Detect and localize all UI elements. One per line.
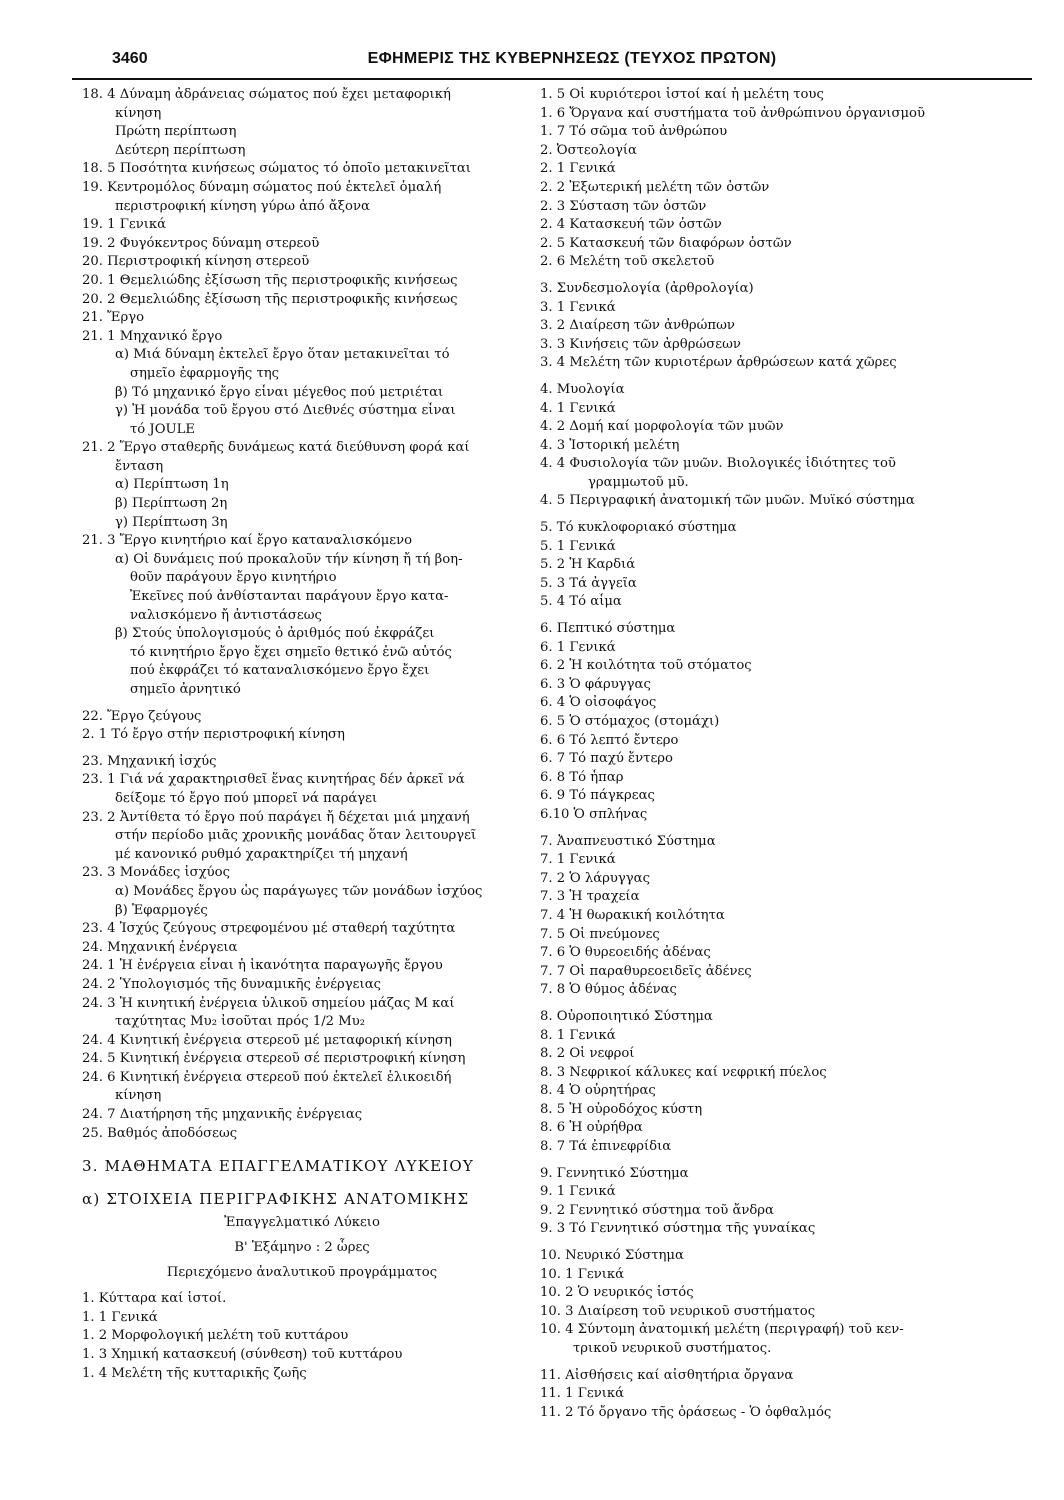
text-line: 4. 3 Ἱστορική μελέτη bbox=[540, 437, 680, 453]
text-line: 7. 2 Ὁ λάρυγγας bbox=[540, 870, 650, 886]
text-line: 8. 1 Γενικά bbox=[540, 1027, 616, 1043]
text-line: 10. Νευρικό Σύστημα bbox=[540, 1248, 684, 1264]
text-line: 19. 1 Γενικά bbox=[82, 217, 167, 233]
text-line: 23. Μηχανική ἰσχύς bbox=[82, 753, 217, 769]
section-subheading: α) ΣΤΟΙΧΕΙΑ ΠΕΡΙΓΡΑΦΙΚΗΣ ΑΝΑΤΟΜΙΚΗΣ bbox=[82, 1189, 470, 1208]
text-line: 24. 2 Ὑπολογισμός τῆς δυναμικῆς ἐνέργειας bbox=[82, 976, 381, 992]
text-line: 9. 1 Γενικά bbox=[540, 1184, 616, 1200]
text-line: στήν περίοδο μιᾶς χρονικῆς μονάδας ὅταν λειτουργεῖ bbox=[115, 828, 477, 844]
text-line: 18. 4 Δύναμη ἀδράνειας σώματος πού ἔχει μεταφορική bbox=[82, 87, 451, 102]
text-line: 7. 3 Ἡ τραχεία bbox=[540, 889, 640, 905]
text-line: 5. 2 Ἡ Καρδιά bbox=[540, 557, 636, 573]
text-line: 7. Ἀναπνευστικό Σύστημα bbox=[540, 833, 716, 849]
text-line: Ἐκεῖνες πού ἀνθίστανται παράγουν ἔργο κατα- bbox=[130, 589, 449, 605]
text-line: 21. 2 Ἔργο σταθερῆς δυνάμεως κατά διεύθυνση φορά καί bbox=[82, 440, 470, 456]
text-line: 6. 7 Τό παχύ ἔντερο bbox=[540, 751, 673, 767]
text-line: 4. 4 Φυσιολογία τῶν μυῶν. Βιολογικές ἰδιότητες τοῦ bbox=[540, 456, 896, 472]
school-type: Ἐπαγγελματικό Λύκειο bbox=[224, 1215, 380, 1231]
text-line: τό JOULE bbox=[130, 421, 196, 437]
text-line: 21. 1 Μηχανικό ἔργο bbox=[82, 328, 223, 344]
text-line: 25. Βαθμός ἀποδόσεως bbox=[82, 1125, 238, 1141]
text-line: γ) Ἡ μονάδα τοῦ ἔργου στό Διεθνές σύστημα εἶναι bbox=[115, 403, 456, 419]
text-line: 11. Αἰσθήσεις καί αἰσθητήρια ὄργανα bbox=[540, 1367, 794, 1383]
text-line: 9. 2 Γεννητικό σύστημα τοῦ ἄνδρα bbox=[540, 1202, 774, 1218]
text-line: σημεῖο ἐφαρμογῆς της bbox=[130, 365, 280, 381]
text-line: 23. 3 Μονάδες ἰσχύος bbox=[82, 865, 230, 881]
text-line: γραμμωτοῦ μῦ. bbox=[588, 474, 689, 490]
semester-hours: Β' Ἑξάμηνο : 2 ὧρες bbox=[234, 1240, 370, 1256]
text-line: 2. 4 Κατασκευή τῶν ὀστῶν bbox=[540, 217, 722, 233]
text-line: 9. Γεννητικό Σύστημα bbox=[540, 1165, 689, 1181]
text-line: 19. 2 Φυγόκεντρος δύναμη στερεοῦ bbox=[82, 235, 320, 251]
text-line: 6. 4 Ὁ οἰσοφάγος bbox=[540, 695, 657, 711]
text-line: 8. 6 Ἡ οὐρήθρα bbox=[540, 1120, 643, 1136]
text-line: ἔνταση bbox=[115, 458, 164, 474]
text-line: 2. 1 Γενικά bbox=[540, 161, 616, 177]
text-line: 24. 7 Διατήρηση τῆς μηχανικῆς ἐνέργειας bbox=[82, 1107, 363, 1123]
text-line: 1. 5 Οἱ κυριότεροι ἱστοί καί ἡ μελέτη τους bbox=[540, 87, 824, 102]
text-line: 10. 1 Γενικά bbox=[540, 1266, 625, 1282]
text-line: 3. 4 Μελέτη τῶν κυριοτέρων ἀρθρώσεων κατά χῶρες bbox=[540, 355, 897, 371]
text-line: κίνηση bbox=[115, 1088, 162, 1104]
text-line: 10. 3 Διαίρεση τοῦ νευρικοῦ συστήματος bbox=[540, 1303, 816, 1319]
text-line: 1. Κύτταρα καί ἱστοί. bbox=[82, 1291, 227, 1307]
text-line: 23. 2 Ἀντίθετα τό ἔργο πού παράγει ἤ δέχεται μιά μηχανή bbox=[82, 809, 470, 825]
text-line: 6. 9 Τό πάγκρεας bbox=[540, 788, 655, 804]
text-line: δείξομε τό ἔργο πού μπορεῖ νά παράγει bbox=[115, 790, 378, 806]
text-line: 24. Μηχανική ἐνέργεια bbox=[82, 939, 238, 955]
text-line: 7. 6 Ὁ θυρεοειδής ἀδένας bbox=[540, 945, 711, 961]
text-line: 11. 1 Γενικά bbox=[540, 1386, 625, 1402]
text-line: θοῦν παράγουν ἔργο κινητήριο bbox=[130, 570, 337, 586]
text-line: β) Ἐφαρμογές bbox=[115, 902, 208, 918]
text-line: Δεύτερη περίπτωση bbox=[115, 142, 246, 158]
text-line: 7. 8 Ὁ θύμος ἀδένας bbox=[540, 982, 677, 998]
text-line: 4. Μυολογία bbox=[540, 381, 625, 397]
text-line: 3. 3 Κινήσεις τῶν ἀρθρώσεων bbox=[540, 336, 741, 352]
page-number: 3460 bbox=[112, 50, 148, 67]
text-line: 6. 2 Ἡ κοιλότητα τοῦ στόματος bbox=[540, 658, 752, 674]
text-line: 11. 2 Τό ὄργανο τῆς ὁράσεως - Ὁ ὀφθαλμός bbox=[540, 1404, 832, 1420]
text-line: 2. 3 Σύσταση τῶν ὀστῶν bbox=[540, 198, 707, 214]
text-line: 5. 4 Τό αἷμα bbox=[540, 594, 622, 610]
text-line: 1. 3 Χημική κατασκευή (σύνθεση) τοῦ κυττάρου bbox=[82, 1347, 403, 1362]
text-line: 10. 4 Σύντομη ἀνατομική μελέτη (περιγραφή) τοῦ κεν- bbox=[540, 1322, 904, 1338]
page-header bbox=[72, 50, 1012, 76]
text-line: 20. Περιστροφική κίνηση στερεοῦ bbox=[82, 254, 310, 270]
text-line: κίνηση bbox=[115, 105, 162, 121]
text-line: β) Στούς ὑπολογισμούς ὁ ἀριθμός πού ἐκφράζει bbox=[115, 626, 435, 642]
header-rule bbox=[72, 78, 1032, 80]
text-line: ταχύτητας Μυ₂ ἰσοῦται πρός 1/2 Μυ₂ bbox=[115, 1014, 366, 1030]
text-line: Πρώτη περίπτωση bbox=[115, 124, 237, 140]
text-line: 6. 1 Γενικά bbox=[540, 639, 616, 655]
text-line: 18. 5 Ποσότητα κινήσεως σώματος τό ὁποῖο μετακινεῖται bbox=[82, 161, 471, 177]
text-line: 8. 7 Τά ἐπινεφρίδια bbox=[540, 1139, 672, 1155]
text-line: 4. 1 Γενικά bbox=[540, 400, 616, 416]
text-line: β) Τό μηχανικό ἔργο εἶναι μέγεθος πού μετριέται bbox=[115, 384, 444, 400]
text-line: 3. Συνδεσμολογία (ἀρθρολογία) bbox=[540, 280, 754, 296]
text-line: τό κινητήριο ἔργο ἔχει σημεῖο θετικό ἐνῶ αὐτός bbox=[130, 644, 452, 660]
text-line: 24. 4 Κινητική ἐνέργεια στερεοῦ μέ μεταφορική κίνηση bbox=[82, 1032, 452, 1048]
text-line: 6. 8 Τό ἧπαρ bbox=[540, 769, 624, 785]
text-line: 6. 3 Ὁ φάρυγγας bbox=[540, 676, 651, 692]
text-line: ναλισκόμενο ἤ ἀντιστάσεως bbox=[130, 607, 322, 623]
text-line: 6. 5 Ὁ στόμαχος (στομάχι) bbox=[540, 714, 720, 729]
text-line: 24. 3 Ἡ κινητική ἐνέργεια ὑλικοῦ σημείου μάζας Μ καί bbox=[82, 995, 455, 1011]
program-contents-title: Περιεχόμενο ἀναλυτικοῦ προγράμματος bbox=[166, 1264, 438, 1280]
text-line: 8. 2 Οἱ νεφροί bbox=[540, 1046, 635, 1062]
text-line: 1. 4 Μελέτη τῆς κυτταρικῆς ζωῆς bbox=[82, 1365, 307, 1381]
text-line: τρικοῦ νευρικοῦ συστήματος. bbox=[573, 1341, 772, 1356]
text-line: 1. 2 Μορφολογική μελέτη τοῦ κυττάρου bbox=[82, 1328, 349, 1344]
text-line: 21. Ἔργο bbox=[82, 310, 145, 326]
text-line: 5. Τό κυκλοφοριακό σύστημα bbox=[540, 520, 737, 536]
text-line: 1. 7 Τό σῶμα τοῦ ἀνθρώπου bbox=[540, 124, 728, 140]
text-line: 3. 2 Διαίρεση τῶν ἀνθρώπων bbox=[540, 318, 735, 334]
text-line: 23. 1 Γιά νά χαρακτηρισθεῖ ἕνας κινητήρας δέν ἀρκεῖ νά bbox=[82, 772, 465, 788]
text-line: 2. 6 Μελέτη τοῦ σκελετοῦ bbox=[540, 254, 715, 270]
text-line: σημεῖο ἀρνητικό bbox=[130, 682, 241, 697]
text-line: 5. 1 Γενικά bbox=[540, 538, 616, 554]
text-line: 8. Οὐροποιητικό Σύστημα bbox=[540, 1008, 713, 1024]
text-line: περιστροφική κίνηση γύρω ἀπό ἄξονα bbox=[115, 198, 370, 214]
text-line: α) Μονάδες ἔργου ὡς παράγωγες τῶν μονάδων ἰσχύος bbox=[115, 883, 483, 899]
text-line: 20. 1 Θεμελιώδης ἐξίσωση τῆς περιστροφικῆς κινήσεως bbox=[82, 272, 458, 288]
text-line: 1. 1 Γενικά bbox=[82, 1309, 158, 1325]
text-line: β) Περίπτωση 2η bbox=[115, 496, 228, 512]
text-line: 19. Κεντρομόλος δύναμη σώματος πού ἐκτελεῖ ὁμαλή bbox=[82, 179, 442, 195]
text-line: 4. 2 Δομή καί μορφολογία τῶν μυῶν bbox=[540, 419, 784, 435]
text-line: 3. 1 Γενικά bbox=[540, 299, 616, 315]
text-line: 4. 5 Περιγραφική ἀνατομική τῶν μυῶν. Μυϊκό σύστημα bbox=[540, 493, 915, 509]
text-line: 20. 2 Θεμελιώδης ἐξίσωση τῆς περιστροφικῆς κινήσεως bbox=[82, 291, 458, 307]
text-line: 1. 6 Ὄργανα καί συστήματα τοῦ ἀνθρώπινου ὀργανισμοῦ bbox=[540, 105, 925, 121]
text-line: γ) Περίπτωση 3η bbox=[115, 514, 228, 530]
text-line: 2. 2 Ἐξωτερική μελέτη τῶν ὀστῶν bbox=[540, 179, 770, 195]
text-line: 22. Ἔργο ζεύγους bbox=[82, 708, 202, 724]
text-line: 2. 1 Τό ἔργο στήν περιστροφική κίνηση bbox=[82, 727, 345, 743]
text-line: α) Περίπτωση 1η bbox=[115, 477, 229, 493]
text-line: μέ κανονικό ρυθμό χαρακτηρίζει τή μηχανή bbox=[115, 846, 408, 862]
text-line: 6. Πεπτικό σύστημα bbox=[540, 621, 676, 637]
text-line: 8. 4 Ὁ οὐρητήρας bbox=[540, 1083, 656, 1099]
text-line: 6. 6 Τό λεπτό ἔντερο bbox=[540, 732, 679, 748]
text-line: 2. 5 Κατασκευή τῶν διαφόρων ὀστῶν bbox=[540, 235, 792, 251]
text-line: 8. 3 Νεφρικοί κάλυκες καί νεφρική πύελος bbox=[540, 1064, 827, 1080]
section-heading: 3. ΜΑΘΗΜΑΤΑ ΕΠΑΓΓΕΛΜΑΤΙΚΟΥ ΛΥΚΕΙΟΥ bbox=[82, 1157, 475, 1176]
text-line: 10. 2 Ὁ νευρικός ἱστός bbox=[540, 1285, 694, 1301]
text-line: 5. 3 Τά ἀγγεῖα bbox=[540, 575, 637, 591]
text-line: 24. 6 Κινητική ἐνέργεια στερεοῦ πού ἐκτελεῖ ἑλικοειδή bbox=[82, 1069, 452, 1085]
text-line: 7. 4 Ἡ θωρακική κοιλότητα bbox=[540, 907, 725, 923]
text-line: 8. 5 Ἡ οὐροδόχος κύστη bbox=[540, 1101, 703, 1117]
text-line: α) Μιά δύναμη ἐκτελεῖ ἔργο ὅταν μετακινεῖται τό bbox=[115, 347, 450, 363]
text-line: πού ἐκφράζει τό καταναλισκόμενο ἔργο ἔχει bbox=[130, 663, 430, 679]
gazette-title: ΕΦΗΜΕΡΙΣ ΤΗΣ ΚΥΒΕΡΝΗΣΕΩΣ (ΤΕΥΧΟΣ ΠΡΩΤΟΝ) bbox=[367, 50, 777, 67]
text-line: 6.10 Ὁ σπλήνας bbox=[540, 806, 648, 822]
text-line: 24. 1 Ἡ ἐνέργεια εἶναι ἡ ἱκανότητα παραγωγῆς ἔργου bbox=[82, 958, 443, 974]
left-column bbox=[82, 86, 522, 1383]
text-line: 7. 7 Οἱ παραθυρεοειδεῖς ἀδένες bbox=[540, 963, 752, 979]
text-line: 7. 5 Οἱ πνεύμονες bbox=[540, 926, 660, 942]
text-line: 9. 3 Τό Γεννητικό σύστημα τῆς γυναίκας bbox=[540, 1221, 816, 1237]
text-line: 23. 4 Ἰσχύς ζεύγους στρεφομένου μέ σταθερή ταχύτητα bbox=[82, 921, 456, 937]
right-column bbox=[540, 86, 1000, 1422]
text-line: 24. 5 Κινητική ἐνέργεια στερεοῦ σέ περιστροφική κίνηση bbox=[82, 1051, 466, 1067]
text-line: 21. 3 Ἔργο κινητήριο καί ἔργο καταναλισκόμενο bbox=[82, 533, 413, 549]
text-line: 7. 1 Γενικά bbox=[540, 852, 616, 868]
text-line: 2. Ὀστεολογία bbox=[540, 142, 637, 158]
text-line: α) Οἱ δυνάμεις πού προκαλοῦν τήν κίνηση ἤ τή βοη- bbox=[115, 551, 463, 567]
